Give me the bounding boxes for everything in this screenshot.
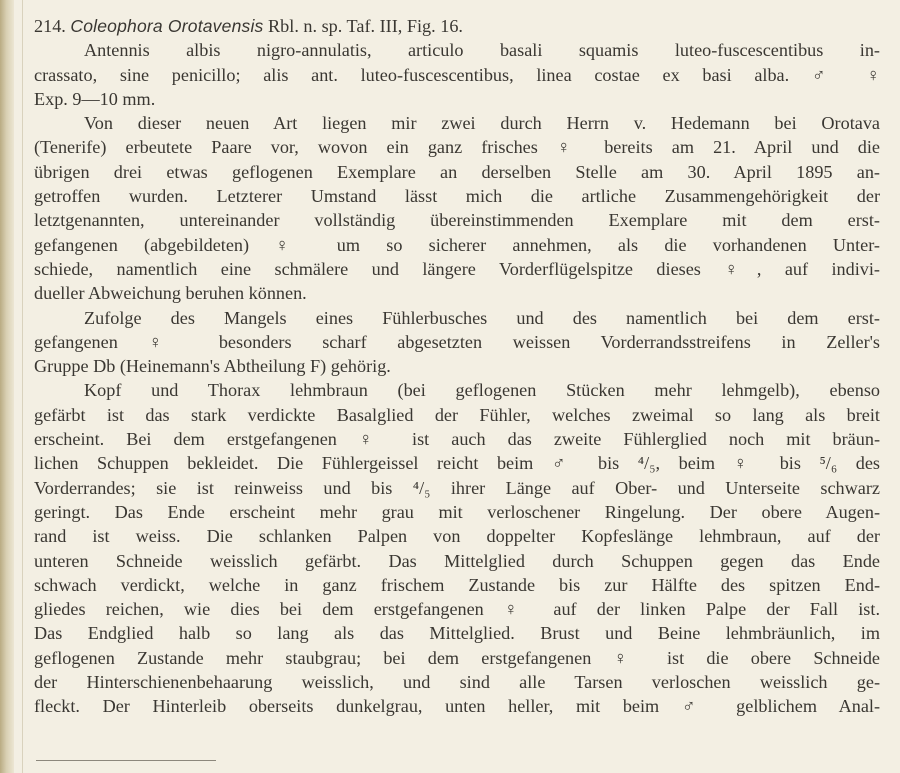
text-line: gefangenen (abgebildeten) ♀ um so sicherer annehmen, als die vorhandenen Unter- <box>34 234 880 255</box>
text-line: Zufolge des Mangels eines Fühlerbusches und des namentlich bei dem erst- <box>84 307 880 328</box>
text-line: Antennis albis nigro-annulatis, articulo basali squamis luteo-fuscescentibus in- <box>84 40 880 61</box>
text-line: crassato, sine penicillo; alis ant. luteo-fuscescentibus, linea costae ex basi alba. ♂ ♀ <box>34 64 880 85</box>
text-line: getroffen wurden. Letzterer Umstand lässt mich die artliche Zusammengehörigkeit der <box>34 186 880 207</box>
text-line: lichen Schuppen bekleidet. Die Fühlergeissel reicht beim ♂ bis ⁴/₅, beim ♀ bis ⁵/₆ des <box>34 453 880 474</box>
text-line: rand ist weiss. Die schlanken Palpen von doppelter Kopfeslänge lehmbraun, auf der <box>34 526 880 547</box>
page-gutter-line <box>22 0 23 773</box>
text-line: Exp. 9—10 mm. <box>34 88 156 109</box>
text-line: gefangenen ♀ besonders scharf abgesetzten weissen Vorderrandsstreifens in Zeller's <box>34 331 880 352</box>
species-reference: Rbl. n. sp. Taf. III, Fig. 16. <box>268 16 463 36</box>
text-line: fleckt. Der Hinterleib oberseits dunkelgrau, unten heller, mit beim ♂ gelblichem Anal- <box>34 696 880 717</box>
text-line: der Hinterschienenbehaarung weisslich, und sind alle Tarsen verloschen weisslich ge- <box>34 672 880 693</box>
species-heading <box>34 14 880 38</box>
text-line: Kopf und Thorax lehmbraun (bei geflogenen Stücken mehr lehmgelb), ebenso <box>84 380 880 401</box>
text-line: geringt. Das Ende erscheint mehr grau mit verloschener Ringelung. Der obere Augen- <box>34 501 880 522</box>
text-line: letztgenannten, untereinander vollständig übereinstimmenden Exemplare mit dem erst- <box>34 210 880 231</box>
text-line: unteren Schneide weisslich gefärbt. Das Mittelglied durch Schuppen gegen das Ende <box>34 550 880 571</box>
text-line: Das Endglied halb so lang als das Mittelglied. Brust und Beine lehmbräunlich, im <box>34 623 880 644</box>
text-line: schiede, namentlich eine schmälere und längere Vorderflügelspitze dieses ♀, auf indivi- <box>34 258 880 279</box>
text-line: schwach verdickt, welche in ganz frischem Zustande bis zur Hälfte des spitzen End- <box>34 574 880 595</box>
footnote-rule <box>36 760 216 761</box>
book-spine-shadow <box>0 0 14 773</box>
text-line: gliedes reichen, wie dies bei dem erstgefangenen ♀ auf der linken Palpe der Fall ist. <box>34 599 880 620</box>
text-line: dueller Abweichung beruhen können. <box>34 283 307 304</box>
text-line: Gruppe Db (Heinemann's Abtheilung F) gehörig. <box>34 356 391 377</box>
text-line: gefärbt ist das stark verdickte Basalglied der Fühler, welches zweimal so lang als breit <box>34 404 880 425</box>
text-line: Von dieser neuen Art liegen mir zwei durch Herrn v. Hedemann bei Orotava <box>84 113 880 134</box>
text-line: erscheint. Bei dem erstgefangenen ♀ ist auch das zweite Fühlerglied noch mit bräun- <box>34 429 880 450</box>
page-text <box>34 14 880 719</box>
text-line: übrigen drei etwas geflogenen Exemplare an derselben Stelle am 30. April 1895 an- <box>34 161 880 182</box>
species-number: 214. <box>34 16 66 36</box>
text-line: Vorderrandes; sie ist reinweiss und bis ⁴/₅ ihrer Länge auf Ober- und Unterseite schwarz <box>34 477 880 498</box>
species-name: Coleophora Orotavensis <box>70 16 264 36</box>
text-line: geflogenen Zustande mehr staubgrau; bei dem erstgefangenen ♀ ist die obere Schneide <box>34 647 880 668</box>
text-line: (Tenerife) erbeutete Paare vor, wovon ein ganz frisches ♀ bereits am 21. April und die <box>34 137 880 158</box>
